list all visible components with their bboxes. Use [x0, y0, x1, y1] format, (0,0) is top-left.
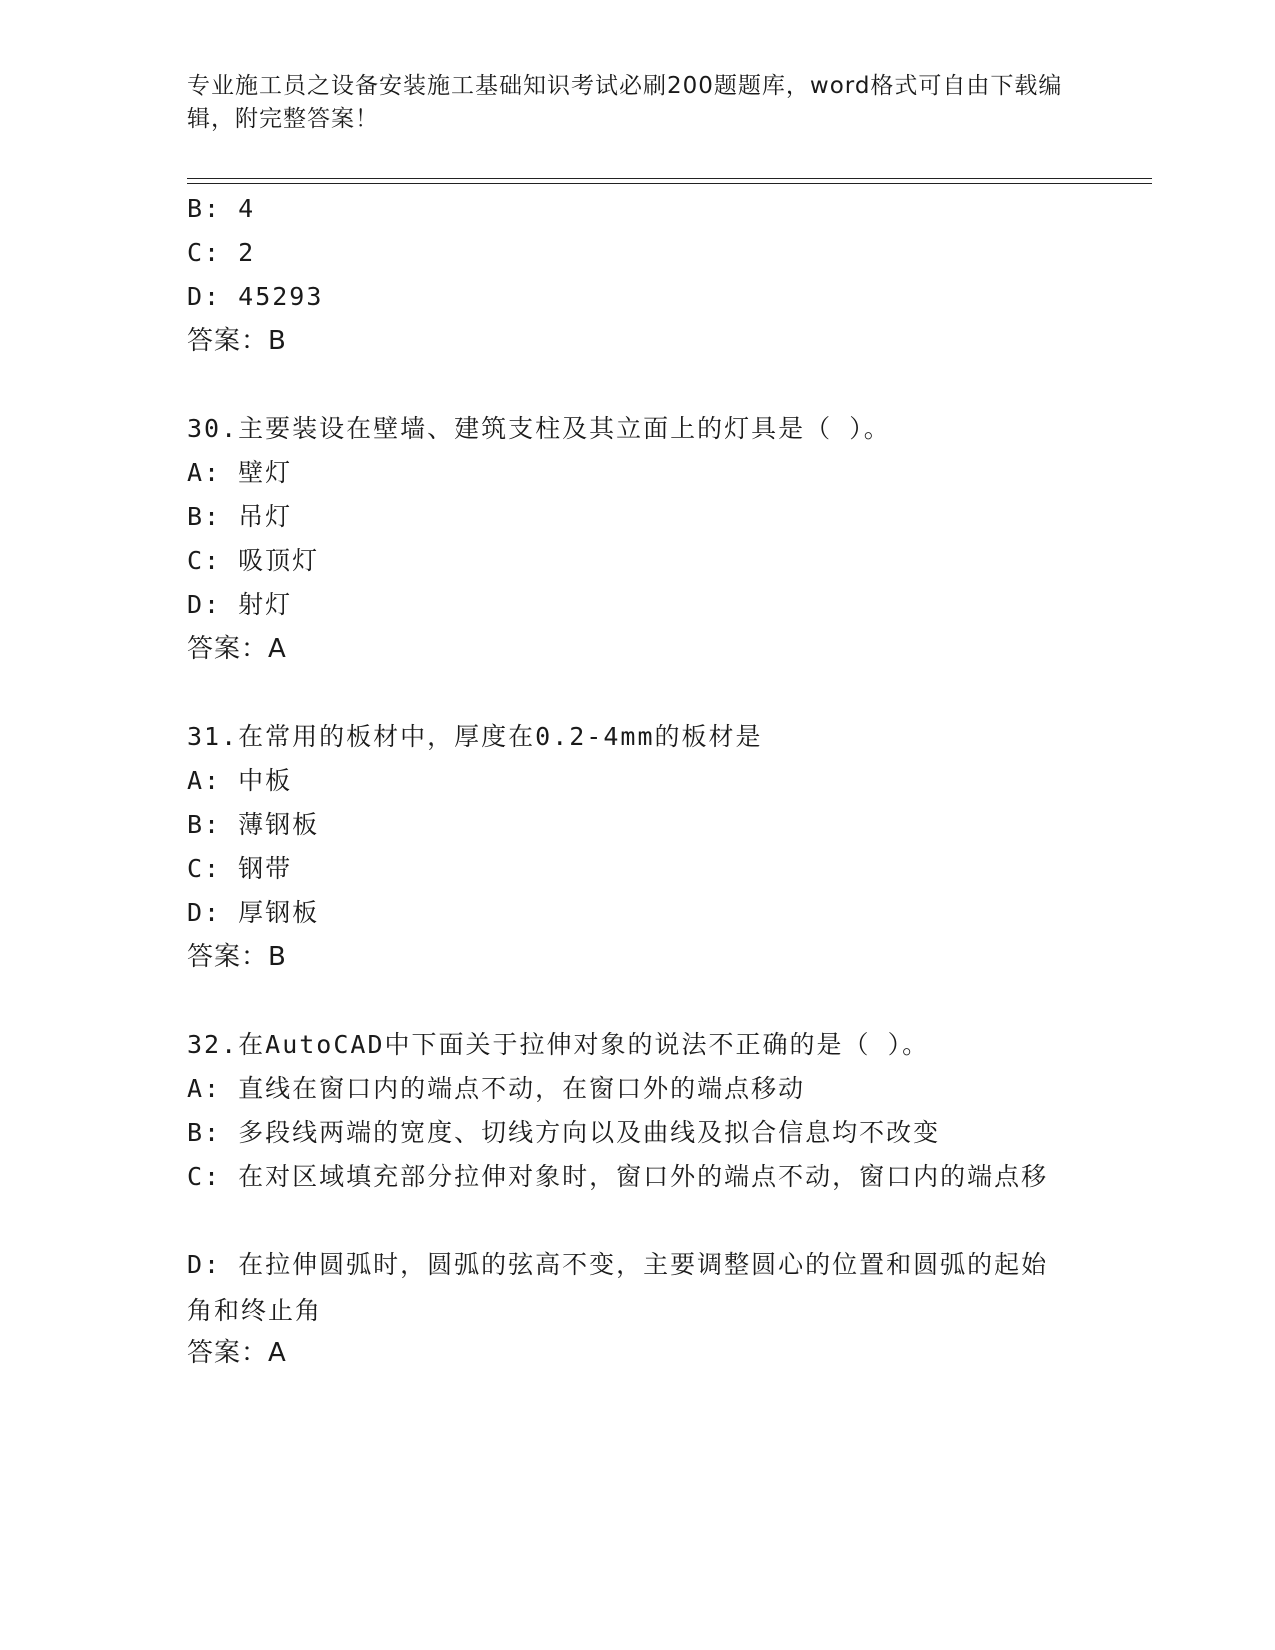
- q30-question: 30.主要装设在壁墙、建筑支柱及其立面上的灯具是（ ）。: [187, 414, 891, 443]
- q32-answer: 答案：A: [187, 1338, 287, 1368]
- q31-option-c: C: 钢带: [187, 854, 293, 883]
- header-divider-top: [187, 178, 1152, 179]
- q31-option-a: A: 中板: [187, 766, 293, 795]
- q29-option-c: C: 2: [187, 238, 256, 267]
- q31-question: 31.在常用的板材中，厚度在0.2-4mm的板材是: [187, 722, 763, 751]
- q32-option-a: A: 直线在窗口内的端点不动，在窗口外的端点移动: [187, 1074, 806, 1103]
- q31-answer: 答案：B: [187, 942, 287, 972]
- q30-answer: 答案：A: [187, 634, 287, 664]
- q31-option-b: B: 薄钢板: [187, 810, 320, 839]
- q32-option-b: B: 多段线两端的宽度、切线方向以及曲线及拟合信息均不改变: [187, 1118, 941, 1147]
- q29-answer: 答案：B: [187, 326, 287, 356]
- q30-option-c: C: 吸顶灯: [187, 546, 320, 575]
- header-divider-bottom: [187, 183, 1152, 184]
- q30-option-b: B: 吊灯: [187, 502, 293, 531]
- document-header: 专业施工员之设备安装施工基础知识考试必刷200题题库，word格式可自由下载编辑，附完整答案！: [187, 73, 1063, 132]
- q29-option-d: D: 45293: [187, 282, 324, 311]
- q32-question: 32.在AutoCAD中下面关于拉伸对象的说法不正确的是（ ）。: [187, 1030, 930, 1059]
- q31-option-d: D: 厚钢板: [187, 898, 320, 927]
- q30-option-d: D: 射灯: [187, 590, 293, 619]
- q32-option-d: D: 在拉伸圆弧时，圆弧的弦高不变，主要调整圆心的位置和圆弧的起始角和终止角: [187, 1250, 1049, 1325]
- q30-option-a: A: 壁灯: [187, 458, 293, 487]
- q29-option-b: B: 4: [187, 194, 256, 223]
- q32-option-c: C: 在对区域填充部分拉伸对象时，窗口外的端点不动，窗口内的端点移: [187, 1162, 1049, 1191]
